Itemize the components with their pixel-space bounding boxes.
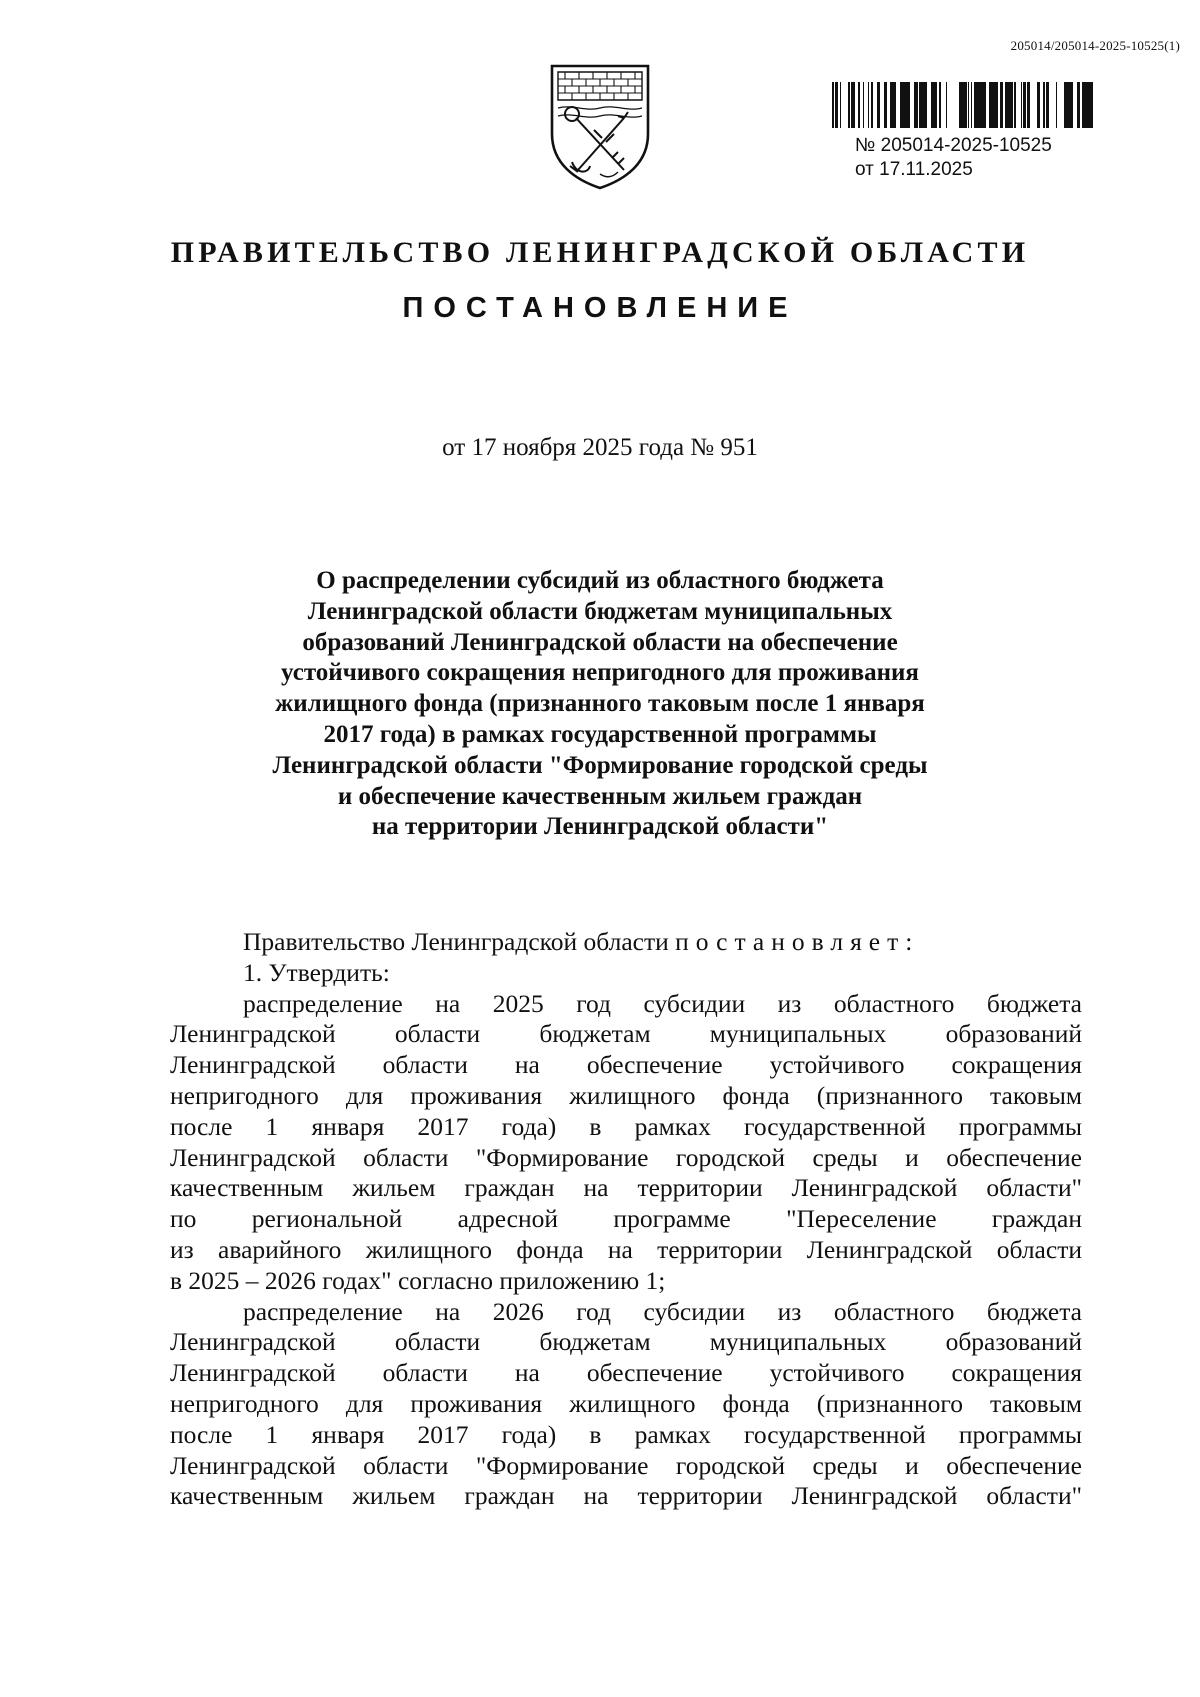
paragraph-line: Ленинградской области "Формирование городской среды и обеспечение	[170, 1450, 1082, 1480]
subject-line: жилищного фонда (признанного таковым после 1 января	[275, 690, 925, 718]
registration-block	[855, 134, 1052, 182]
subject-line: и обеспечение качественным жильем граждан	[337, 782, 863, 810]
paragraph-line: качественным жильем граждан на территории Ленинградской области"	[170, 1481, 1082, 1511]
registration-date: от 17.11.2025	[855, 159, 973, 180]
subject-line: Ленинградской области бюджетам муниципальных	[307, 597, 893, 625]
subject-line: на территории Ленинградской области"	[371, 813, 829, 841]
item-1: 1. Утвердить:	[243, 957, 390, 987]
document-subject	[0, 566, 1200, 843]
paragraph-line: в 2025 – 2026 годах" согласно приложению 1;	[170, 1265, 666, 1295]
government-title: ПРАВИТЕЛЬСТВО ЛЕНИНГРАДСКОЙ ОБЛАСТИ	[170, 236, 1030, 269]
paragraph-line: непригодного для проживания жилищного фонда (признанного таковым	[170, 1388, 1082, 1418]
intro-verb: постановляет:	[675, 927, 920, 956]
paragraph-2	[170, 1297, 1082, 1513]
registration-number: № 205014-2025-10525	[855, 135, 1052, 156]
paragraph-line: распределение на 2026 год субсидии из областного бюджета	[243, 1296, 1082, 1326]
paragraph-1	[170, 989, 1082, 1297]
paragraph-line: из аварийного жилищного фонда на территории Ленинградской области	[170, 1234, 1082, 1264]
paragraph-line: распределение на 2025 год субсидии из областного бюджета	[243, 988, 1082, 1018]
document-body	[170, 927, 1082, 1512]
intro-text: Правительство Ленинградской области	[243, 927, 676, 956]
paragraph-line: качественным жильем граждан на территории Ленинградской области"	[170, 1173, 1082, 1203]
intro-paragraph	[170, 927, 1082, 958]
paragraph-line: Ленинградской области бюджетам муниципальных образований	[170, 1327, 1082, 1357]
paragraph-line: Ленинградской области на обеспечение устойчивого сокращения	[170, 1050, 1082, 1080]
paragraph-line: Ленинградской области бюджетам муниципальных образований	[170, 1019, 1082, 1049]
barcode-icon	[832, 82, 1094, 128]
paragraph-line: Ленинградской области на обеспечение устойчивого сокращения	[170, 1358, 1082, 1388]
subject-line: О распределении субсидий из областного бюджета	[316, 567, 884, 594]
paragraph-line: непригодного для проживания жилищного фонда (признанного таковым	[170, 1080, 1082, 1110]
subject-line: Ленинградской области "Формирование городской среды	[272, 751, 928, 779]
subject-line: устойчивого сокращения непригодного для проживания	[281, 659, 919, 687]
subject-line: образований Ленинградской области на обеспечение	[302, 628, 898, 656]
subject-line: 2017 года) в рамках государственной программы	[323, 720, 877, 748]
document-date-number: от 17 ноября 2025 года № 951	[442, 434, 758, 461]
paragraph-line: по региональной адресной программе "Переселение граждан	[170, 1204, 1082, 1234]
leningrad-oblast-coat-of-arms-icon	[548, 62, 652, 190]
document-id: 205014/205014-2025-10525(1)	[1010, 38, 1180, 53]
document-type: ПОСТАНОВЛЕНИЕ	[402, 292, 798, 324]
paragraph-line: Ленинградской области "Формирование городской среды и обеспечение	[170, 1142, 1082, 1172]
paragraph-line: после 1 января 2017 года) в рамках государственной программы	[170, 1419, 1082, 1449]
paragraph-line: после 1 января 2017 года) в рамках государственной программы	[170, 1111, 1082, 1141]
